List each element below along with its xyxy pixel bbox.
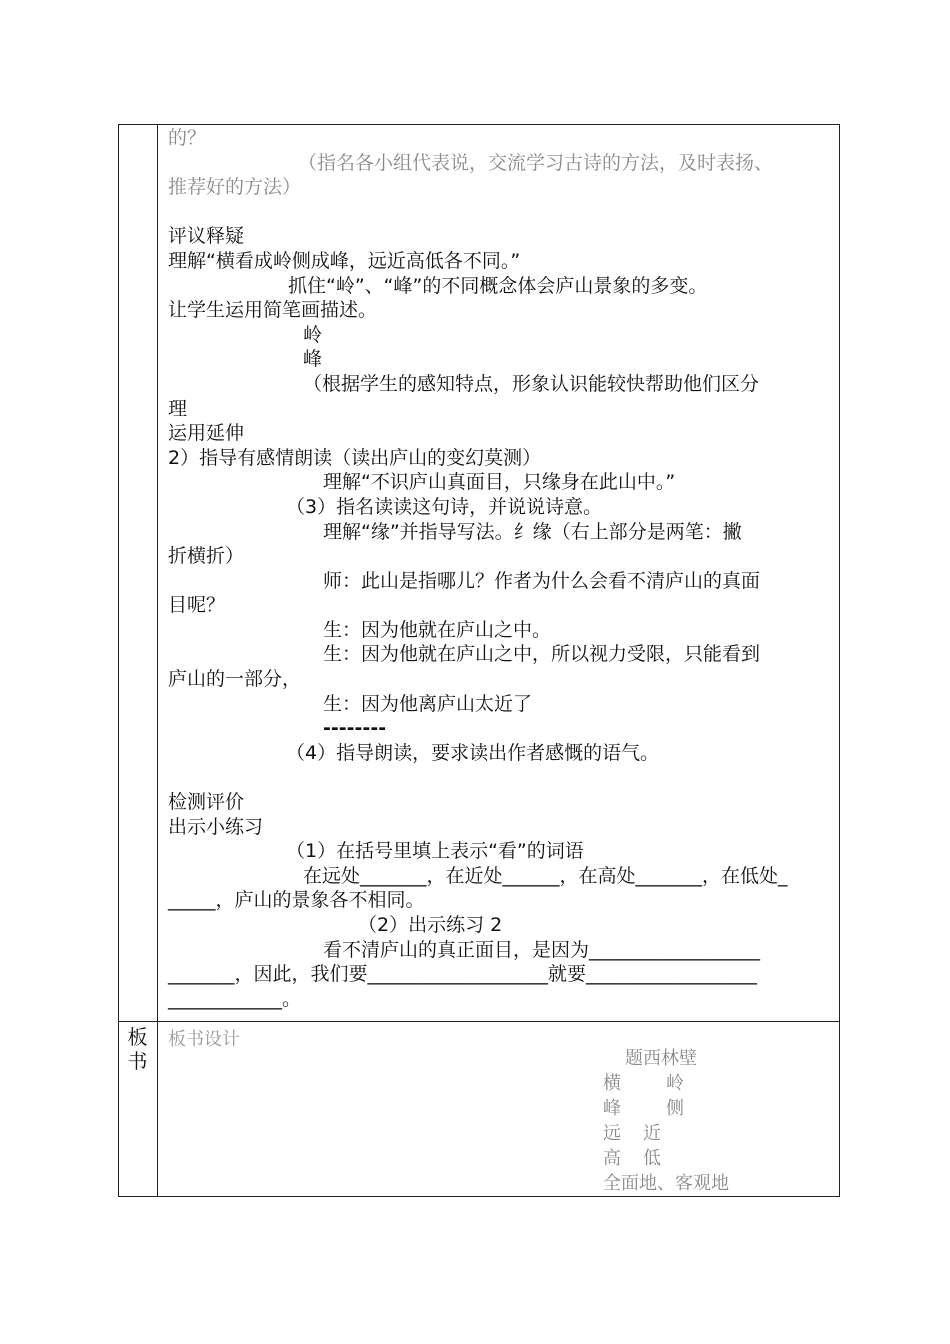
- lesson-line-text: 检测评价: [168, 791, 245, 814]
- lesson-line-text: 运用延伸: [168, 422, 245, 445]
- board-label-char-2: 书: [127, 1049, 148, 1073]
- lesson-line-text: 生：因为他离庐山太近了: [323, 692, 533, 715]
- lesson-line-text: --------: [323, 717, 387, 740]
- board-label-char-1: 板: [127, 1025, 148, 1049]
- board-row-right: 近: [643, 1123, 661, 1144]
- lesson-line-text: （根据学生的感知特点，形象认识能较快帮助他们区分: [303, 372, 760, 395]
- lesson-line-text: 折横折）: [168, 545, 245, 568]
- board-title-text: 题西林壁: [625, 1048, 697, 1069]
- lesson-content: [168, 126, 832, 1011]
- lesson-line: [168, 864, 832, 889]
- board-footer: [603, 1171, 833, 1196]
- lesson-line: [168, 495, 832, 520]
- lesson-line: [168, 421, 832, 446]
- lesson-line-text: 的？: [168, 127, 207, 149]
- lesson-line: [168, 274, 832, 299]
- lesson-line: [168, 520, 832, 545]
- table-column-divider: [157, 124, 158, 1197]
- lesson-line: [168, 593, 832, 618]
- lesson-line-text: （1）在括号里填上表示“看”的词语: [286, 840, 584, 863]
- lesson-line: [168, 888, 832, 913]
- board-row-left: 高: [603, 1148, 621, 1169]
- lesson-line-text: 岭: [303, 323, 323, 346]
- board-row-left: 横: [603, 1073, 621, 1094]
- lesson-line: [168, 323, 832, 348]
- lesson-line-text: ____________。: [168, 987, 302, 1010]
- board-row-left: 远: [603, 1123, 621, 1144]
- board-title: [603, 1046, 833, 1071]
- lesson-line: [168, 618, 832, 643]
- lesson-line: [168, 962, 832, 987]
- lesson-line: [168, 815, 832, 840]
- lesson-line-text: 师：此山是指哪儿？作者为什么会看不清庐山的真面: [323, 569, 761, 592]
- lesson-line: [168, 987, 832, 1012]
- lesson-line: [168, 298, 832, 323]
- board-design: [603, 1046, 833, 1196]
- lesson-line-text: 理解“不识庐山真面目，只缘身在此山中。”: [323, 471, 676, 494]
- board-row: [603, 1146, 833, 1171]
- lesson-line: [168, 397, 832, 422]
- lesson-line-text: 让学生运用简笔画描述。: [168, 299, 378, 322]
- lesson-line-text: 峰: [303, 348, 323, 371]
- lesson-line: [168, 470, 832, 495]
- lesson-line-text: 目呢？: [168, 594, 226, 617]
- lesson-line-text: 推荐好的方法）: [168, 176, 302, 199]
- lesson-line-text: 出示小练习: [168, 815, 264, 838]
- lesson-line: [168, 938, 832, 963]
- lesson-line-text: 在远处_______，在近处______，在高处_______，在低处_: [303, 864, 788, 887]
- board-label: [118, 1025, 157, 1073]
- lesson-line: [168, 224, 832, 249]
- lesson-line: [168, 372, 832, 397]
- lesson-line-text: （指名各小组代表说，交流学习古诗的方法，及时表扬、: [298, 151, 774, 174]
- board-row-right: 岭: [666, 1073, 684, 1094]
- lesson-line: [168, 249, 832, 274]
- board-row: [603, 1096, 833, 1121]
- lesson-line: [168, 692, 832, 717]
- lesson-line-text: 理解“横看成岭侧成峰，远近高低各不同。”: [168, 249, 521, 272]
- board-row-right: 低: [643, 1148, 661, 1169]
- lesson-line-text: 生：因为他就在庐山之中，所以视力受限，只能看到: [323, 643, 761, 666]
- lesson-line: [168, 569, 832, 594]
- lesson-line-text: _____，庐山的景象各不相同。: [168, 889, 425, 912]
- board-row: [603, 1071, 833, 1096]
- board-row-right: 侧: [666, 1098, 684, 1119]
- lesson-line-text: （4）指导朗读，要求读出作者感慨的语气。: [286, 741, 660, 764]
- lesson-line: [168, 200, 832, 225]
- lesson-line-text: 理: [168, 397, 188, 420]
- lesson-line-text: （3）指名读读这句诗，并说说诗意。: [286, 495, 603, 518]
- lesson-line-text: 评议释疑: [168, 225, 245, 248]
- lesson-line: [168, 175, 832, 200]
- lesson-line: [168, 790, 832, 815]
- lesson-line-text: 庐山的一部分，: [168, 668, 302, 691]
- lesson-line: [168, 446, 832, 471]
- lesson-line: [168, 347, 832, 372]
- lesson-line-text: _______，因此，我们要___________________就要__________________: [168, 963, 758, 986]
- board-row-left: 峰: [603, 1098, 621, 1119]
- lesson-line: [168, 544, 832, 569]
- lesson-line: [168, 741, 832, 766]
- table-row-divider: [118, 1021, 840, 1022]
- lesson-line: [168, 839, 832, 864]
- board-row: [603, 1121, 833, 1146]
- lesson-line: [168, 667, 832, 692]
- lesson-line-text: 理解“缘”并指导写法。纟缘（右上部分是两笔：撇: [323, 520, 742, 543]
- board-design-heading: 板书设计: [168, 1029, 240, 1050]
- lesson-line-text: 2）指导有感情朗读（读出庐山的变幻莫测）: [168, 446, 542, 469]
- lesson-line: [168, 716, 832, 741]
- lesson-line: [168, 126, 832, 151]
- lesson-line-text: 看不清庐山的真正面目，是因为__________________: [323, 938, 761, 961]
- lesson-line-text: 生：因为他就在庐山之中。: [323, 618, 552, 641]
- lesson-line: [168, 913, 832, 938]
- board-footer-text: 全面地、客观地: [603, 1173, 729, 1194]
- lesson-line-text: 抓住“岭”、“峰”的不同概念体会庐山景象的多变。: [288, 274, 708, 297]
- lesson-line: [168, 151, 832, 176]
- lesson-line: [168, 765, 832, 790]
- lesson-line: [168, 642, 832, 667]
- lesson-line-text: （2）出示练习 2: [358, 914, 503, 936]
